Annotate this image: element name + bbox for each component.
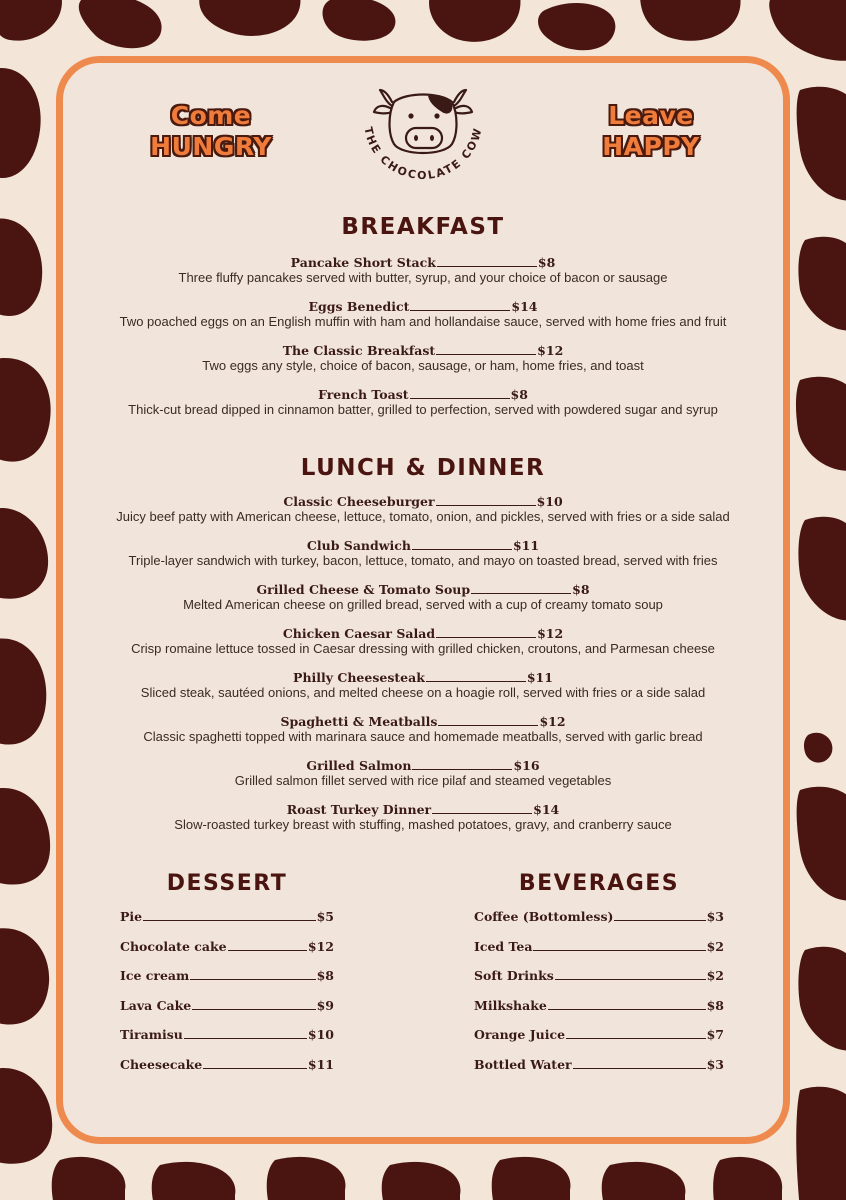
menu-item-price: $11 [512, 538, 540, 553]
price-leader-line [143, 911, 315, 921]
menu-item-price: $12 [537, 343, 564, 358]
menu-item-name: Lava Cake [120, 997, 192, 1013]
menu-item [474, 998, 724, 1013]
price-leader-line [436, 627, 536, 638]
price-leader-line [437, 256, 537, 267]
menu-item-price: $8 [510, 387, 528, 402]
menu-item-description: Sliced steak, sautéed onions, and melted cheese on a hoagie roll, served with fries or a side salad [140, 685, 706, 700]
menu-item-price: $14 [511, 299, 538, 314]
price-leader-line [412, 759, 512, 770]
menu-item [120, 1027, 334, 1042]
menu-item [474, 1027, 724, 1042]
price-leader-line [533, 941, 705, 951]
menu-item-price: $2 [706, 968, 724, 983]
menu-item-name: Roast Turkey Dinner [286, 802, 432, 817]
menu-item-heading [100, 670, 746, 685]
price-leader-line [436, 495, 536, 506]
tagline-right-line1: Leave [608, 101, 694, 130]
menu-item-description: Classic spaghetti topped with marinara sauce and homemade meatballs, served with garlic bread [143, 729, 703, 744]
menu-item [100, 538, 746, 568]
price-leader-line [410, 300, 510, 311]
menu-item-name: Grilled Cheese & Tomato Soup [256, 582, 471, 597]
menu-item [120, 1057, 334, 1072]
menu-item-name: Chicken Caesar Salad [282, 626, 436, 641]
logo-text: THE CHOCOLATE COW [361, 125, 485, 183]
section-title-lunch-dinner: LUNCH & DINNER [300, 455, 546, 481]
menu-item-price: $14 [533, 802, 560, 817]
menu-item-name: Iced Tea [474, 938, 533, 954]
menu-item-description: Grilled salmon fillet served with rice pilaf and steamed vegetables [234, 773, 612, 788]
menu-item-description: Juicy beef patty with American cheese, lettuce, tomato, onion, and pickles, served with fries or a side salad [116, 509, 730, 524]
menu-item-name: Orange Juice [474, 1027, 566, 1042]
menu-item [100, 758, 746, 788]
section-title-dessert: DESSERT [166, 871, 288, 896]
tagline-right-line2: HAPPY [602, 132, 700, 161]
logo [354, 82, 492, 192]
menu-item-heading [100, 387, 746, 402]
menu-item-price: $12 [539, 714, 566, 729]
tagline-leave-happy [580, 100, 722, 162]
menu-item [120, 939, 334, 954]
menu-item-name: Classic Cheeseburger [283, 494, 435, 509]
menu-item-name: Eggs Benedict [308, 299, 410, 314]
price-leader-line [438, 715, 538, 726]
menu-item [100, 802, 746, 832]
menu-item-name: Bottled Water [474, 1056, 572, 1072]
menu-item [100, 714, 746, 744]
menu-item-name: Philly Cheesesteak [293, 670, 425, 685]
menu-item-price: $9 [316, 997, 334, 1013]
section-title-beverages: BEVERAGES [518, 871, 680, 896]
menu-item [100, 494, 746, 524]
price-leader-line [573, 1059, 706, 1069]
menu-item-heading [100, 494, 746, 509]
menu-item-heading [100, 714, 746, 729]
menu-item [474, 968, 724, 983]
menu-item-description: Three fluffy pancakes served with butter, syrup, and your choice of bacon or sausage [178, 270, 668, 285]
menu-item-heading [100, 758, 746, 773]
price-leader-line [426, 671, 526, 682]
menu-item [100, 670, 746, 700]
price-leader-line [566, 1029, 706, 1039]
menu-item [100, 299, 746, 329]
price-leader-line [436, 344, 536, 355]
menu-item-name: Milkshake [474, 997, 547, 1013]
menu-item-name: Soft Drinks [474, 968, 554, 983]
menu-item-name: Tiramisu [120, 1027, 183, 1042]
menu-item [100, 343, 746, 373]
menu-item-name: Pancake Short Stack [290, 255, 436, 270]
tagline-left-line2: HUNGRY [150, 132, 272, 161]
menu-item-name: Chocolate cake [120, 938, 227, 954]
menu-item-price: $5 [316, 909, 334, 924]
menu-item-description: Two eggs any style, choice of bacon, sausage, or ham, home fries, and toast [202, 358, 644, 373]
section-title-breakfast: BREAKFAST [341, 214, 505, 240]
menu-item-name: Spaghetti & Meatballs [280, 714, 438, 729]
menu-item-heading [100, 538, 746, 553]
menu-item-heading [100, 582, 746, 597]
menu-item-heading [100, 299, 746, 314]
menu-item-price: $2 [706, 938, 724, 954]
price-leader-line [410, 388, 510, 399]
menu-item-price: $11 [526, 670, 553, 685]
menu-item-price: $3 [706, 1056, 724, 1072]
menu-item-price: $8 [537, 255, 556, 270]
menu-item-price: $12 [307, 938, 334, 954]
price-leader-line [190, 970, 315, 980]
menu-item-description: Slow-roasted turkey breast with stuffing, mashed potatoes, gravy, and cranberry sauce [174, 817, 672, 832]
menu-item-price: $8 [316, 968, 334, 983]
menu-item-description: Crisp romaine lettuce tossed in Caesar dressing with grilled chicken, croutons, and Parmesan cheese [131, 641, 715, 656]
price-leader-line [614, 911, 705, 921]
price-leader-line [228, 941, 307, 951]
menu-item-price: $10 [307, 1027, 334, 1042]
menu-item [474, 939, 724, 954]
menu-item-heading [100, 343, 746, 358]
menu-item-price: $8 [572, 582, 590, 597]
price-leader-line [412, 539, 512, 550]
menu-item [100, 626, 746, 656]
menu-item [474, 909, 724, 924]
price-leader-line [471, 583, 571, 594]
price-leader-line [203, 1059, 307, 1069]
menu-item-name: Grilled Salmon [306, 758, 412, 773]
menu-item [100, 255, 746, 285]
menu-item [100, 582, 746, 612]
menu-item [120, 909, 334, 924]
menu-item [100, 387, 746, 417]
menu-item-price: $11 [307, 1056, 334, 1072]
menu-item-price: $10 [536, 494, 563, 509]
tagline-left-line1: Come [170, 101, 252, 130]
menu-item-heading [100, 255, 746, 270]
menu-item-price: $7 [706, 1027, 724, 1042]
menu-item-name: Ice cream [120, 968, 190, 983]
cow-face-icon [374, 90, 472, 153]
menu-item-description: Two poached eggs on an English muffin with ham and hollandaise sauce, served with home fries and fruit [119, 314, 727, 329]
menu-item [474, 1057, 724, 1072]
menu-item-description: Triple-layer sandwich with turkey, bacon, lettuce, tomato, and mayo on toasted bread, served with fries [128, 553, 718, 568]
price-leader-line [548, 1000, 706, 1010]
menu-item-description: Thick-cut bread dipped in cinnamon batter, grilled to perfection, served with powdered sugar and syrup [128, 402, 718, 417]
menu-item-name: Cheesecake [120, 1056, 203, 1072]
menu-item-heading [100, 802, 746, 817]
menu-item-price: $8 [706, 997, 724, 1013]
price-leader-line [432, 803, 532, 814]
menu-item [120, 968, 334, 983]
menu-item-description: Melted American cheese on grilled bread, served with a cup of creamy tomato soup [183, 597, 663, 612]
menu-item-name: Pie [120, 909, 143, 924]
tagline-come-hungry [140, 100, 282, 162]
menu-item-price: $12 [537, 626, 564, 641]
menu-item-name: Club Sandwich [306, 538, 411, 553]
menu-item [120, 998, 334, 1013]
menu-item-name: Coffee (Bottomless) [474, 909, 614, 924]
price-leader-line [555, 970, 706, 980]
price-leader-line [192, 1000, 315, 1010]
price-leader-line [184, 1029, 307, 1039]
menu-item-price: $16 [513, 758, 540, 773]
menu-item-heading [100, 626, 746, 641]
menu-item-name: The Classic Breakfast [282, 343, 436, 358]
menu-item-price: $3 [706, 909, 724, 924]
menu-item-name: French Toast [318, 387, 409, 402]
